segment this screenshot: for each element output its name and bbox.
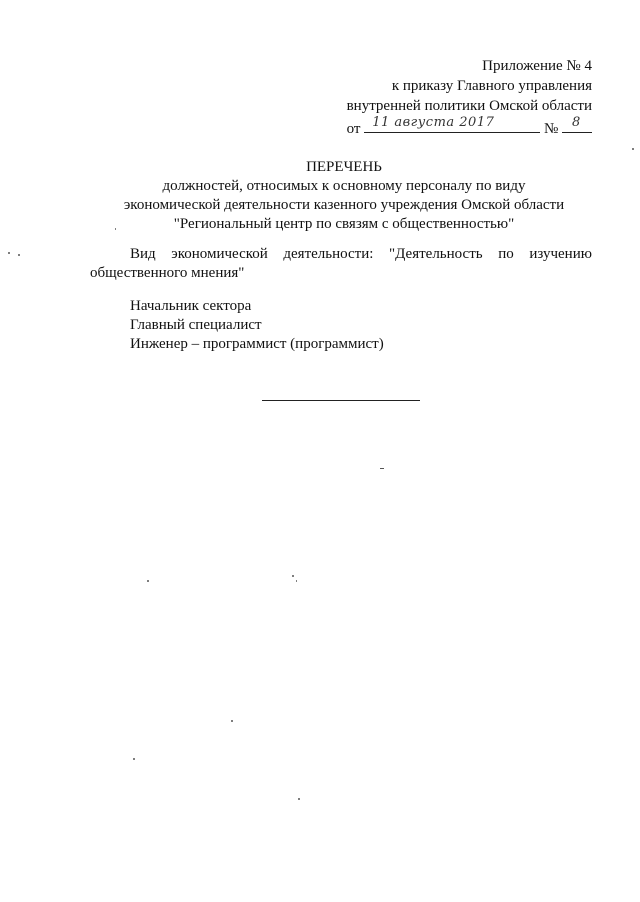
order-number-field bbox=[562, 116, 592, 133]
order-number-handwritten: 8 bbox=[572, 115, 581, 130]
scan-speck bbox=[292, 575, 294, 577]
activity-line-2: общественного мнения" bbox=[90, 265, 245, 281]
department-name: внутренней политики Омской области bbox=[346, 98, 592, 114]
end-divider bbox=[262, 400, 420, 401]
number-sign: № bbox=[543, 121, 559, 137]
activity-word: Вид bbox=[130, 246, 156, 262]
scan-speck bbox=[632, 148, 634, 150]
activity-word: экономической bbox=[171, 246, 268, 262]
activity-type-paragraph bbox=[90, 245, 592, 283]
positions-list bbox=[130, 297, 384, 354]
scan-speck bbox=[298, 798, 300, 800]
order-date-line bbox=[347, 116, 592, 139]
title-heading: ПЕРЕЧЕНЬ bbox=[306, 159, 382, 175]
scan-speck bbox=[115, 228, 116, 230]
title-line-1: должностей, относимых к основному персоналу по виду bbox=[162, 178, 526, 194]
appendix-header bbox=[347, 56, 592, 139]
activity-word: деятельности: bbox=[283, 246, 374, 262]
appendix-number: Приложение № 4 bbox=[482, 58, 592, 74]
activity-word: по bbox=[498, 246, 514, 262]
title-line-3: "Региональный центр по связям с общественностью" bbox=[173, 216, 515, 232]
scan-speck bbox=[380, 468, 384, 469]
order-date-handwritten: 11 августа 2017 bbox=[372, 115, 495, 130]
position-item: Инженер – программист (программист) bbox=[130, 336, 384, 352]
position-item: Начальник сектора bbox=[130, 298, 252, 314]
date-prefix: от bbox=[346, 121, 361, 137]
order-reference: к приказу Главного управления bbox=[391, 78, 592, 94]
scan-speck bbox=[133, 758, 135, 760]
title-line-2: экономической деятельности казенного учреждения Омской области bbox=[123, 197, 565, 213]
position-item: Главный специалист bbox=[130, 317, 262, 333]
scan-speck bbox=[8, 252, 10, 254]
document-title bbox=[48, 158, 640, 234]
order-date-field bbox=[364, 116, 540, 133]
scan-speck bbox=[231, 720, 233, 722]
scan-speck bbox=[147, 580, 149, 582]
activity-word: изучению bbox=[529, 246, 592, 262]
activity-word: "Деятельность bbox=[389, 246, 483, 262]
scan-speck bbox=[296, 580, 297, 582]
scan-speck bbox=[18, 254, 20, 256]
activity-line-1 bbox=[90, 245, 592, 264]
